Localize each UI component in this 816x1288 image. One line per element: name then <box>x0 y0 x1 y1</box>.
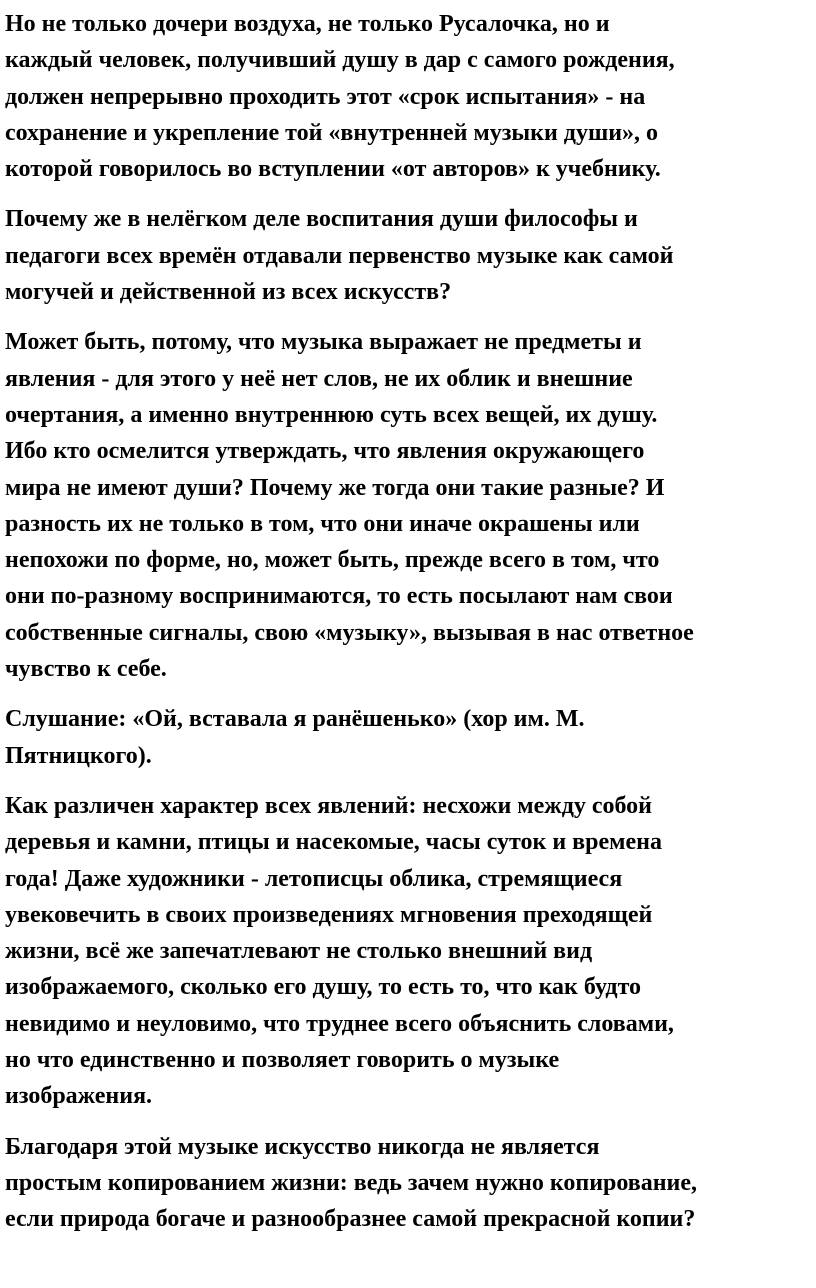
text-line: невидимо и неуловимо, что труднее всего объяснить словами, <box>5 1010 674 1037</box>
text-line: увековечить в своих произведениях мгновения преходящей <box>5 901 653 928</box>
text-line: простым копированием жизни: ведь зачем нужно копирование, <box>5 1169 698 1196</box>
text-line: явления - для этого у неё нет слов, не их облик и внешние <box>5 365 633 392</box>
paragraph-3 <box>5 324 812 687</box>
text-line: каждый человек, получивший душу в дар с самого рождения, <box>5 47 675 74</box>
paragraph-1 <box>5 6 812 187</box>
text-line: Но не только дочери воздуха, не только Русалочка, но и <box>5 11 610 37</box>
text-line: жизни, всё же запечатлевают не столько внешний вид <box>5 938 593 965</box>
text-line: собственные сигналы, свою «музыку», вызывая в нас ответное <box>5 619 694 646</box>
paragraph-5 <box>5 788 812 1115</box>
text-line: изображаемого, сколько его душу, то есть то, что как будто <box>5 974 642 1001</box>
text-line: Почему же в нелёгком деле воспитания души философы и <box>5 206 638 233</box>
text-line: которой говорилось во вступлении «от авторов» к учебнику. <box>5 156 661 183</box>
text-line: педагоги всех времён отдавали первенство музыке как самой <box>5 242 674 269</box>
text-line: но что единственно и позволяет говорить о музыке <box>5 1047 560 1074</box>
text-line: они по-разному воспринимаются, то есть посылают нам свои <box>5 583 673 610</box>
text-line: Ибо кто осмелится утверждать, что явления окружающего <box>5 438 645 465</box>
paragraph-6 <box>5 1129 812 1238</box>
text-line: сохранение и укрепление той «внутренней музыки души», о <box>5 119 659 146</box>
text-line: деревья и камни, птицы и насекомые, часы суток и времена <box>5 829 662 856</box>
text-line: Может быть, потому, что музыка выражает не предметы и <box>5 329 642 356</box>
text-line: должен непрерывно проходить этот «срок испытания» - на <box>5 83 646 110</box>
text-line: если природа богаче и разнообразнее самой прекрасной копии? <box>5 1206 696 1233</box>
text-line: года! Даже художники - летописцы облика, стремящиеся <box>5 865 623 892</box>
text-line: разность их не только в том, что они иначе окрашены или <box>5 510 640 537</box>
paragraph-4 <box>5 701 812 774</box>
text-line: Слушание: «Ой, вставала я ранёшенько» (хор им. М. <box>5 706 585 733</box>
text-line: могучей и действенной из всех искусств? <box>5 279 452 306</box>
text-line: изображения. <box>5 1083 153 1110</box>
text-line: Благодаря этой музыке искусство никогда не является <box>5 1133 600 1160</box>
paragraph-2 <box>5 201 812 310</box>
text-line: очертания, а именно внутреннюю суть всех вещей, их душу. <box>5 401 658 428</box>
text-line: Как различен характер всех явлений: несхожи между собой <box>5 792 652 819</box>
text-line: непохожи по форме, но, может быть, прежде всего в том, что <box>5 547 660 574</box>
text-line: мира не имеют души? Почему же тогда они такие разные? И <box>5 474 665 501</box>
text-line: Пятницкого). <box>5 742 152 769</box>
text-line: чувство к себе. <box>5 656 167 683</box>
